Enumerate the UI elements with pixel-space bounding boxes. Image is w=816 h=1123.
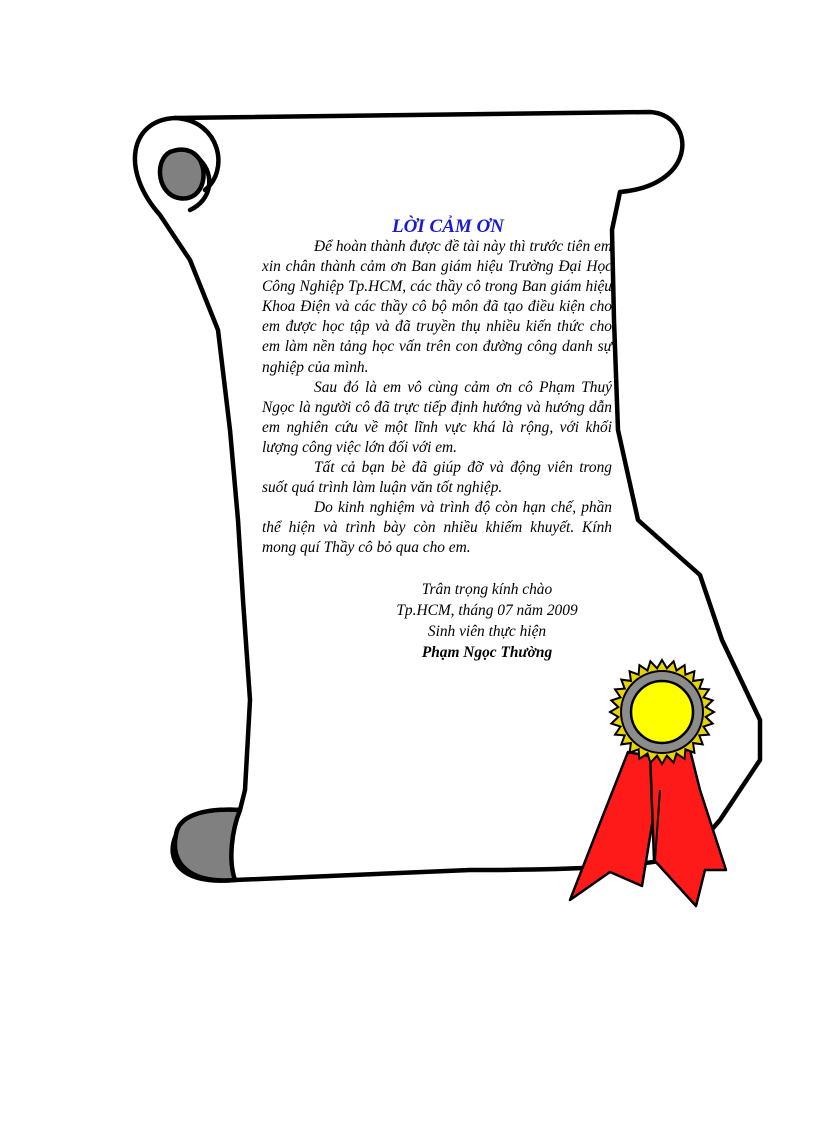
place-date-line: Tp.HCM, tháng 07 năm 2009 — [396, 601, 578, 619]
acknowledgement-letter — [262, 215, 612, 663]
letter-title: LỜI CẢM ƠN — [392, 216, 504, 237]
paragraph-2: Sau đó là em vô cùng cảm ơn cô Phạm Thuý Ngọc là người cô đã trực tiếp định hướng và hướng dẫn em nghiên cứu về một lĩnh vực khá là rộng, với khối lượng công việc lớn đối với em. — [262, 378, 612, 456]
role-line: Sinh viên thực hiện — [427, 622, 547, 640]
paragraph-3: Tất cả bạn bè đã giúp đỡ và động viên trong suốt quá trình làm luận văn tốt nghiệp. — [262, 459, 612, 497]
closing-line: Trân trọng kính chào — [421, 580, 553, 598]
paragraph-4: Do kinh nghiệm và trình độ còn hạn chế, phần thể hiện và trình bày còn nhiều khiếm khuyết. Kính mong quí Thầy cô bỏ qua cho em. — [262, 499, 612, 557]
signer-name: Phạm Ngọc Thường — [421, 643, 553, 661]
signature-block — [262, 579, 592, 663]
paragraph-1: Để hoàn thành được đề tài này thì trước tiên em xin chân thành cảm ơn Ban giám hiệu Trường Đại Học Công Nghiệp Tp.HCM, các thầy cô trong Ban giám hiệu Khoa Điện và các thầy cô bộ môn đã tạo điều kiện cho em được học tập và đã truyền thụ nhiều kiến thức cho em làm nền tảng học vấn trên con đường công danh sự nghiệp của mình. — [262, 238, 612, 376]
